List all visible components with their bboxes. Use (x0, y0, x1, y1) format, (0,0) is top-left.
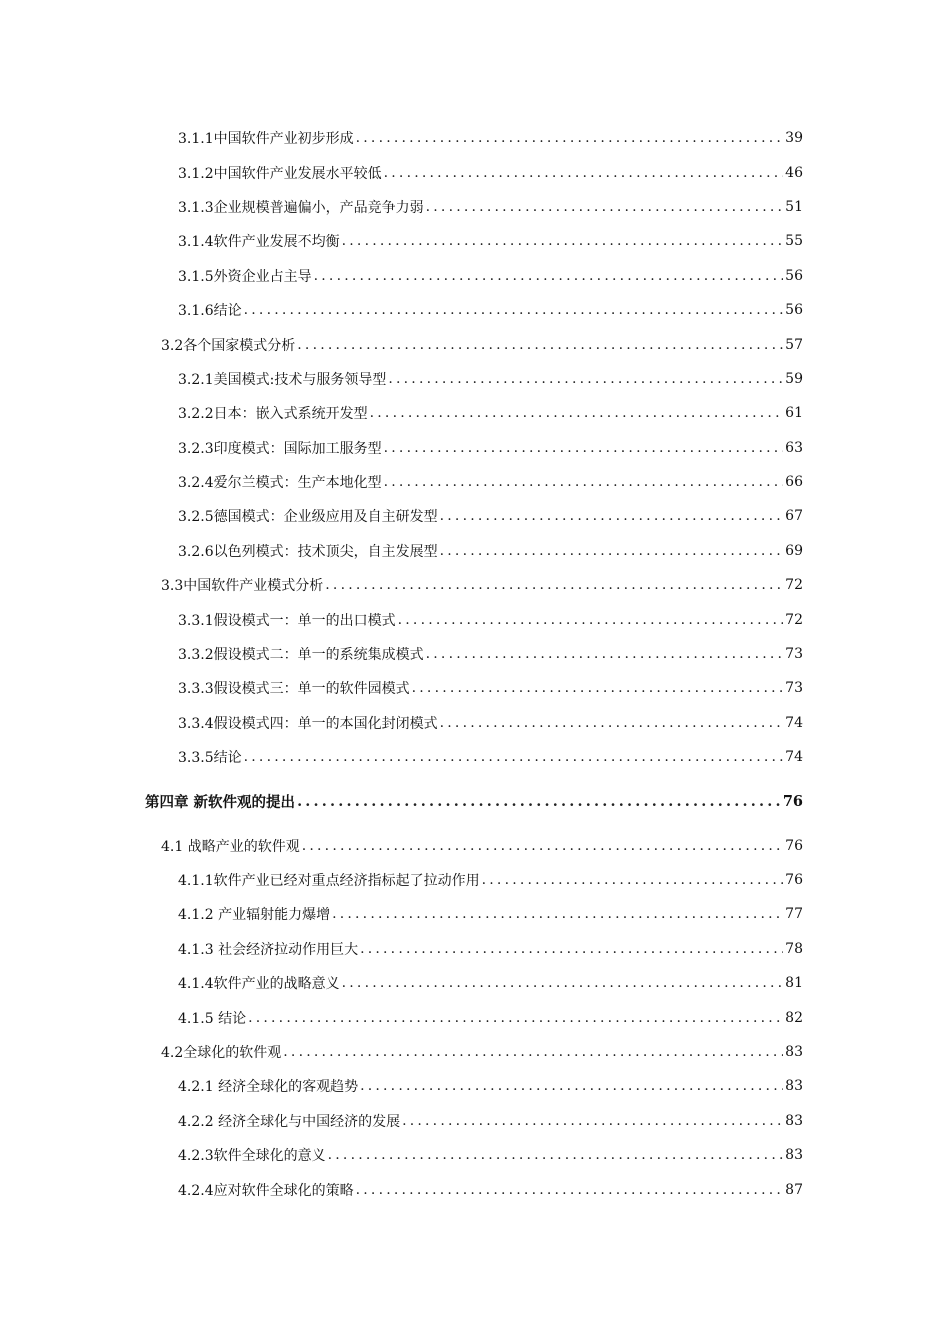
toc-entry[interactable] (0, 224, 950, 258)
toc-entry-page-number: 73 (785, 646, 803, 663)
toc-entry-title: 4.1 战略产业的软件观 (161, 838, 300, 855)
dot-leader (332, 906, 783, 922)
dot-leader (297, 793, 781, 810)
toc-entry[interactable] (0, 828, 950, 862)
toc-entry-title: 3.2.5德国模式：企业级应用及自主研发型 (178, 509, 438, 526)
toc-entry-page-number: 55 (785, 233, 803, 250)
toc-entry-title: 3.3.4假设模式四：单一的本国化封闭模式 (178, 715, 438, 732)
toc-entry-title: 第四章 新软件观的提出 (145, 793, 296, 811)
dot-leader (388, 371, 783, 387)
toc-entry[interactable] (0, 1104, 950, 1138)
dot-leader (370, 405, 783, 421)
toc-entry-title: 3.2.4爱尔兰模式：生产本地化型 (178, 475, 382, 492)
toc-entry-title: 3.2.3印度模式：国际加工服务型 (178, 440, 382, 457)
toc-entry-title: 4.2.2 经济全球化与中国经济的发展 (178, 1113, 401, 1130)
toc-entry[interactable] (0, 362, 950, 396)
dot-leader (342, 233, 783, 249)
toc-entry-page-number: 56 (785, 302, 803, 319)
toc-entry[interactable] (0, 396, 950, 430)
toc-entry-page-number: 73 (785, 680, 803, 697)
toc-entry-page-number: 81 (785, 975, 803, 992)
toc-entry-page-number: 39 (785, 130, 803, 147)
dot-leader (402, 1113, 783, 1129)
toc-entry-title: 4.1.4软件产业的战略意义 (178, 976, 340, 993)
toc-entry-page-number: 63 (785, 439, 803, 456)
toc-entry[interactable] (0, 1000, 950, 1034)
dot-leader (426, 199, 783, 215)
toc-entry[interactable] (0, 897, 950, 931)
toc-entry-page-number: 83 (785, 1147, 803, 1164)
toc-entry-page-number: 76 (782, 792, 803, 810)
toc-entry-page-number: 83 (785, 1078, 803, 1095)
toc-entry-page-number: 59 (785, 370, 803, 387)
toc-entry[interactable] (0, 155, 950, 189)
toc-entry-page-number: 67 (785, 508, 803, 525)
dot-leader (384, 165, 783, 181)
toc-entry-page-number: 72 (785, 611, 803, 628)
toc-entry-page-number: 72 (785, 577, 803, 594)
toc-entry-title: 3.3中国软件产业模式分析 (161, 578, 324, 595)
toc-entry[interactable] (0, 637, 950, 671)
toc-entry[interactable] (0, 431, 950, 465)
toc-entry-page-number: 56 (785, 267, 803, 284)
toc-entry-title: 3.1.2中国软件产业发展水平较低 (178, 165, 382, 182)
toc-entry[interactable] (0, 534, 950, 568)
toc-entry-title: 4.1.5 结论 (178, 1010, 247, 1027)
toc-chapter-entry[interactable] (0, 774, 950, 828)
toc-entry-page-number: 51 (785, 198, 803, 215)
dot-leader (325, 577, 783, 593)
dot-leader (328, 1147, 783, 1163)
toc-entry-title: 3.3.3假设模式三：单一的软件园模式 (178, 681, 410, 698)
dot-leader (302, 838, 783, 854)
toc-entry-title: 3.2各个国家模式分析 (161, 337, 296, 354)
dot-leader (440, 715, 783, 731)
dot-leader (342, 975, 783, 991)
toc-entry[interactable] (0, 863, 950, 897)
toc-entry[interactable] (0, 327, 950, 361)
dot-leader (314, 268, 783, 284)
toc-entry-title: 4.1.2 产业辐射能力爆增 (178, 907, 331, 924)
toc-entry-title: 4.1.1软件产业已经对重点经济指标起了拉动作用 (178, 873, 480, 889)
toc-entry-page-number: 66 (785, 474, 803, 491)
toc-entry-page-number: 78 (785, 940, 803, 957)
toc-entry-page-number: 87 (785, 1181, 803, 1198)
dot-leader (360, 941, 783, 957)
dot-leader (440, 543, 783, 559)
toc-entry-page-number: 61 (785, 405, 803, 422)
dot-leader (482, 872, 783, 888)
toc-entry[interactable] (0, 1138, 950, 1172)
dot-leader (440, 508, 783, 524)
toc-entry[interactable] (0, 1069, 950, 1103)
toc-entry[interactable] (0, 932, 950, 966)
toc-entry-title: 3.3.5结论 (178, 750, 242, 767)
toc-entry-title: 4.1.3 社会经济拉动作用巨大 (178, 941, 359, 958)
toc-entry-page-number: 76 (785, 872, 803, 888)
toc-entry[interactable] (0, 568, 950, 602)
toc-entry[interactable] (0, 499, 950, 533)
toc-entry[interactable] (0, 706, 950, 740)
toc-entry-title: 3.2.2日本：嵌入式系统开发型 (178, 406, 368, 423)
toc-entry-title: 4.2.3软件全球化的意义 (178, 1148, 326, 1165)
toc-entry-page-number: 57 (785, 336, 803, 353)
dot-leader (412, 680, 783, 696)
toc-entry-title: 3.1.5外资企业占主导 (178, 268, 312, 285)
toc-entry-title: 4.2全球化的软件观 (161, 1044, 282, 1061)
toc-entry-title: 3.2.6以色列模式：技术顶尖，自主发展型 (178, 543, 438, 560)
dot-leader (244, 302, 783, 318)
toc-entry-title: 3.3.1假设模式一：单一的出口模式 (178, 612, 396, 629)
toc-entry-page-number: 76 (785, 837, 803, 854)
toc-entry-title: 3.2.1美国模式:技术与服务领导型 (178, 371, 387, 388)
toc-entry-page-number: 69 (785, 542, 803, 559)
toc-entry[interactable] (0, 740, 950, 774)
dot-leader (283, 1044, 783, 1060)
toc-entry-title: 3.1.4软件产业发展不均衡 (178, 234, 340, 251)
toc-entry-page-number: 83 (785, 1043, 803, 1060)
dot-leader (356, 1182, 783, 1198)
toc-entry[interactable] (0, 602, 950, 636)
toc-entry[interactable] (0, 121, 950, 155)
toc-entry[interactable] (0, 671, 950, 705)
toc-entry[interactable] (0, 1035, 950, 1069)
toc-entry-title: 3.1.3企业规模普遍偏小，产品竞争力弱 (178, 199, 424, 216)
toc-entry-title: 4.2.1 经济全球化的客观趋势 (178, 1079, 359, 1096)
toc-entry-page-number: 74 (785, 714, 803, 731)
toc-entry-page-number: 46 (785, 164, 803, 181)
toc-entry-title: 3.1.6结论 (178, 303, 242, 320)
toc-entry-page-number: 82 (785, 1009, 803, 1026)
toc-entry[interactable] (0, 190, 950, 224)
toc-entry-title: 3.3.2假设模式二：单一的系统集成模式 (178, 647, 424, 664)
toc-entry-page-number: 74 (785, 749, 803, 766)
toc-entry-title: 4.2.4应对软件全球化的策略 (178, 1182, 354, 1199)
dot-leader (297, 337, 783, 353)
toc-entry[interactable] (0, 1172, 950, 1206)
dot-leader (398, 612, 783, 628)
toc-entry[interactable] (0, 259, 950, 293)
dot-leader (244, 749, 783, 765)
toc-entry[interactable] (0, 966, 950, 1000)
dot-leader (248, 1010, 783, 1026)
toc-entry-title: 3.1.1中国软件产业初步形成 (178, 131, 354, 148)
toc-entry[interactable] (0, 465, 950, 499)
dot-leader (360, 1078, 783, 1094)
dot-leader (356, 130, 783, 146)
dot-leader (426, 646, 783, 662)
toc-entry-page-number: 77 (785, 906, 803, 923)
table-of-contents (0, 121, 950, 1207)
dot-leader (384, 474, 783, 490)
toc-entry[interactable] (0, 293, 950, 327)
toc-entry-page-number: 83 (785, 1112, 803, 1129)
dot-leader (384, 440, 783, 456)
